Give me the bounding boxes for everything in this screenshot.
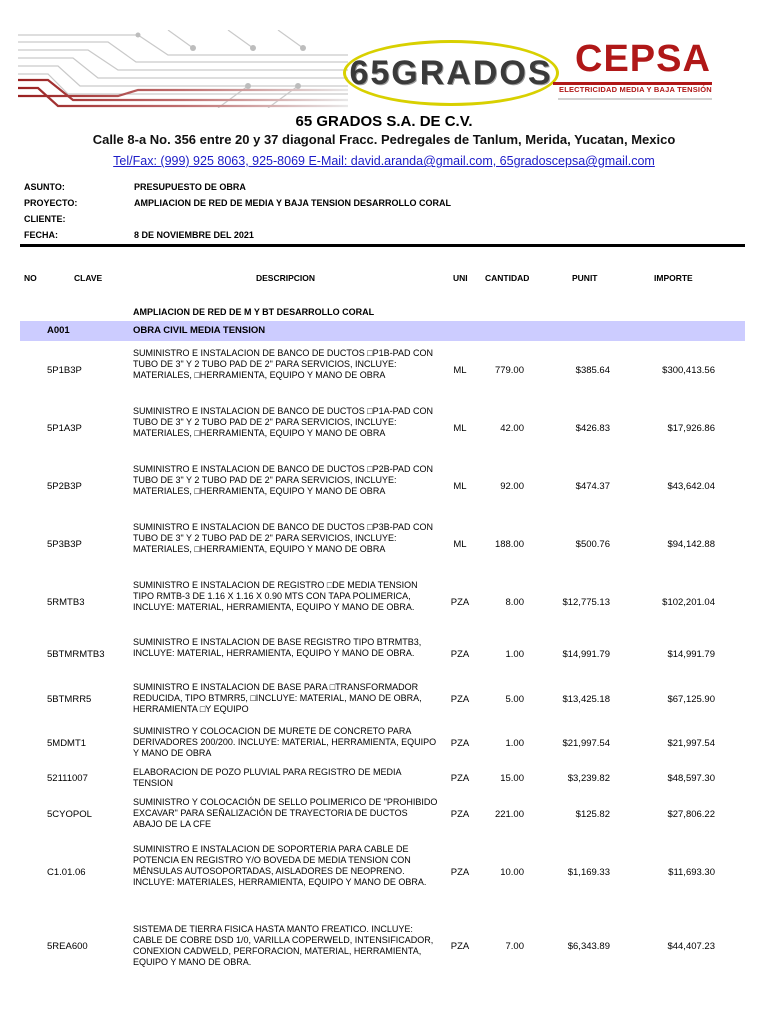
row-importe: $48,597.30 (667, 773, 715, 784)
row-descripcion: SUMINISTRO E INSTALACION DE BANCO DE DUCTOS □P1A-PAD CON TUBO DE 3" Y 2 TUBO PAD DE 2" PARA SERVICIOS, INCLUYE: MATERIALES, □HERRAMIENTA, EQUIPO Y MANO DE OBRA (133, 406, 433, 438)
row-cantidad: 10.00 (500, 867, 524, 878)
row-importe: $44,407.23 (667, 941, 715, 952)
row-importe: $300,413.56 (662, 365, 715, 376)
fecha-value: 8 DE NOVIEMBRE DEL 2021 (134, 230, 254, 240)
row-importe: $11,693.30 (668, 867, 715, 878)
section-title: AMPLIACION DE RED DE M Y BT DESARROLLO CORAL (133, 307, 375, 317)
row-uni: ML (453, 539, 467, 550)
row-cantidad: 1.00 (505, 649, 524, 660)
row-clave: 5CYOPOL (47, 809, 92, 820)
row-uni: ML (453, 423, 467, 434)
row-punit: $474.37 (575, 481, 610, 492)
group-code: A001 (47, 325, 70, 336)
row-punit: $426.83 (575, 423, 610, 434)
row-cantidad: 221.00 (494, 809, 524, 820)
row-uni: PZA (450, 649, 470, 660)
row-descripcion: SUMINISTRO E INSTALACION DE BASE REGISTRO TIPO BTRMTB3, INCLUYE: MATERIAL, HERRAMIENTA, EQUIPO Y MANO DE OBRA. (133, 637, 422, 658)
row-clave: 5P1B3P (47, 365, 82, 376)
header-divider (20, 244, 745, 247)
col-header-no: NO (24, 273, 37, 283)
row-importe: $14,991.79 (667, 649, 715, 660)
row-descripcion: SUMINISTRO E INSTALACION DE SOPORTERIA PARA CABLE DE POTENCIA EN REGISTRO Y/O BOVEDA DE MEDIA TENSION CON MÉNSULAS AUTOSOPORTADAS, AISLADORES DE NEOPRENO. INCLUYE: MATERIALES, HERRAMIENTA, EQUIPO Y MANO DE OBRA. (133, 844, 427, 887)
row-importe: $43,642.04 (667, 481, 715, 492)
row-clave: 5RMTB3 (47, 597, 85, 608)
row-descripcion: SUMINISTRO E INSTALACION DE BANCO DE DUCTOS □P1B-PAD CON TUBO DE 3" Y 2 TUBO PAD DE 2" PARA SERVICIOS, INCLUYE: MATERIALES, □HERRAMIENTA, EQUIPO Y MANO DE OBRA (133, 348, 433, 380)
row-uni: ML (453, 365, 467, 376)
row-punit: $385.64 (575, 365, 610, 376)
col-header-punit: PUNIT (572, 273, 598, 283)
row-cantidad: 5.00 (505, 694, 524, 705)
header-banner (18, 30, 712, 108)
row-clave: 52111007 (47, 773, 88, 784)
row-punit: $12,775.13 (562, 597, 610, 608)
row-uni: PZA (450, 867, 470, 878)
row-importe: $67,125.90 (667, 694, 715, 705)
row-punit: $1,169.33 (567, 867, 610, 878)
row-cantidad: 779.00 (494, 365, 524, 376)
proyecto-value: AMPLIACION DE RED DE MEDIA Y BAJA TENSION DESARROLLO CORAL (134, 198, 452, 208)
row-clave: C1.01.06 (47, 867, 86, 878)
company-address: Calle 8-a No. 356 entre 20 y 37 diagonal Fracc. Pedregales de Tanlum, Merida, Yucatan, Mexico (92, 132, 676, 147)
col-header-importe: IMPORTE (654, 273, 693, 283)
logo-cepsa (553, 38, 712, 106)
row-cantidad: 188.00 (494, 539, 524, 550)
row-importe: $21,997.54 (667, 738, 715, 749)
col-header-descripcion: DESCRIPCION (256, 273, 316, 283)
logo-cepsa-tagline: ELECTRICIDAD MEDIA Y BAJA TENSIÓN (559, 85, 712, 94)
row-descripcion: SUMINISTRO E INSTALACION DE BASE PARA □TRANSFORMADOR REDUCIDA, TIPO BTMRR5, □INCLUYE: MATERIAL, MANO DE OBRA, HERRAMIENTA □Y EQUIPO (133, 682, 422, 714)
group-name: OBRA CIVIL MEDIA TENSION (133, 325, 266, 336)
logo-65-grados (343, 40, 559, 106)
row-uni: PZA (450, 694, 470, 705)
fecha-label: FECHA: (24, 230, 58, 240)
col-header-cantidad: CANTIDAD (485, 273, 530, 283)
row-punit: $125.82 (575, 809, 610, 820)
row-uni: PZA (450, 597, 470, 608)
row-descripcion: SUMINISTRO Y COLOCACION DE MURETE DE CONCRETO PARA DERIVADORES 200/200. INCLUYE: MATERIAL, HERRAMIENTA, EQUIPO Y MANO DE OBRA (133, 726, 437, 758)
row-cantidad: 15.00 (500, 773, 524, 784)
row-uni: PZA (450, 809, 470, 820)
row-clave: 5P3B3P (47, 539, 82, 550)
row-cantidad: 42.00 (500, 423, 524, 434)
row-uni: ML (453, 481, 467, 492)
row-descripcion: SUMINISTRO E INSTALACION DE BANCO DE DUCTOS □P3B-PAD CON TUBO DE 3" Y 2 TUBO PAD DE 2" PARA SERVICIOS, INCLUYE: MATERIALES, □HERRAMIENTA, EQUIPO Y MANO DE OBRA (133, 522, 433, 554)
row-uni: PZA (450, 738, 470, 749)
row-cantidad: 92.00 (500, 481, 524, 492)
asunto-label: ASUNTO: (24, 182, 65, 192)
row-cantidad: 7.00 (505, 941, 524, 952)
row-clave: 5P1A3P (47, 423, 82, 434)
row-descripcion: SUMINISTRO E INSTALACION DE BANCO DE DUCTOS □P2B-PAD CON TUBO DE 3" Y 2 TUBO PAD DE 2" PARA SERVICIOS, INCLUYE: MATERIALES, □HERRAMIENTA, EQUIPO Y MANO DE OBRA (133, 464, 433, 496)
asunto-value: PRESUPUESTO DE OBRA (134, 182, 246, 192)
row-punit: $500.76 (575, 539, 610, 550)
row-clave: 5REA600 (47, 941, 88, 952)
row-descripcion: SISTEMA DE TIERRA FISICA HASTA MANTO FREATICO. INCLUYE: CABLE DE COBRE DSD 1/0, VARILLA COPERWELD, INTENSIFICADOR, CONEXION CADWELD, PERFORACION, MATERIAL, HERRAMIENTA, EQUIPO Y MANO DE OBRA. (133, 924, 434, 967)
row-cantidad: 8.00 (505, 597, 524, 608)
row-descripcion: SUMINISTRO Y COLOCACIÓN DE SELLO POLIMERICO DE "PROHIBIDO EXCAVAR" PARA SEÑALIZACIÓN DE TRAYECTORIA DE DUCTOS ABAJO DE LA CFE (133, 797, 438, 829)
logo-65-text: 65GRADOS (349, 53, 553, 92)
row-punit: $21,997.54 (562, 738, 610, 749)
row-importe: $27,806.22 (667, 809, 715, 820)
row-cantidad: 1.00 (505, 738, 524, 749)
row-punit: $13,425.18 (562, 694, 610, 705)
row-punit: $6,343.89 (567, 941, 610, 952)
row-uni: PZA (450, 773, 470, 784)
group-band (20, 321, 745, 341)
row-uni: PZA (450, 941, 470, 952)
row-importe: $102,201.04 (662, 597, 715, 608)
row-clave: 5BTMRMTB3 (47, 649, 105, 660)
row-clave: 5BTMRR5 (47, 694, 92, 705)
row-descripcion: SUMINISTRO E INSTALACION DE REGISTRO □DE MEDIA TENSION TIPO RMTB-3 DE 1.16 X 1.16 X 0.90 MTS CON TAPA POLIMERICA, INCLUYE: MATERIAL, HERRAMIENTA, EQUIPO Y MANO DE OBRA. (133, 580, 418, 612)
row-clave: 5MDMT1 (47, 738, 87, 749)
company-contact-link[interactable]: Tel/Fax: (999) 925 8063, 925-8069 E-Mail: david.aranda@gmail.com, 65gradoscepsa@gmail.com (113, 154, 655, 168)
row-descripcion: ELABORACION DE POZO PLUVIAL PARA REGISTRO DE MEDIA TENSION (133, 767, 402, 788)
cliente-label: CLIENTE: (24, 214, 66, 224)
company-name: 65 GRADOS S.A. DE C.V. (295, 113, 473, 130)
proyecto-label: PROYECTO: (24, 198, 78, 208)
col-header-clave: CLAVE (74, 273, 103, 283)
row-importe: $17,926.86 (667, 423, 715, 434)
row-punit: $14,991.79 (562, 649, 610, 660)
logo-cepsa-text: CEPSA (575, 38, 711, 80)
row-importe: $94,142.88 (667, 539, 715, 550)
col-header-uni: UNI (453, 273, 468, 283)
row-punit: $3,239.82 (567, 773, 610, 784)
row-clave: 5P2B3P (47, 481, 82, 492)
